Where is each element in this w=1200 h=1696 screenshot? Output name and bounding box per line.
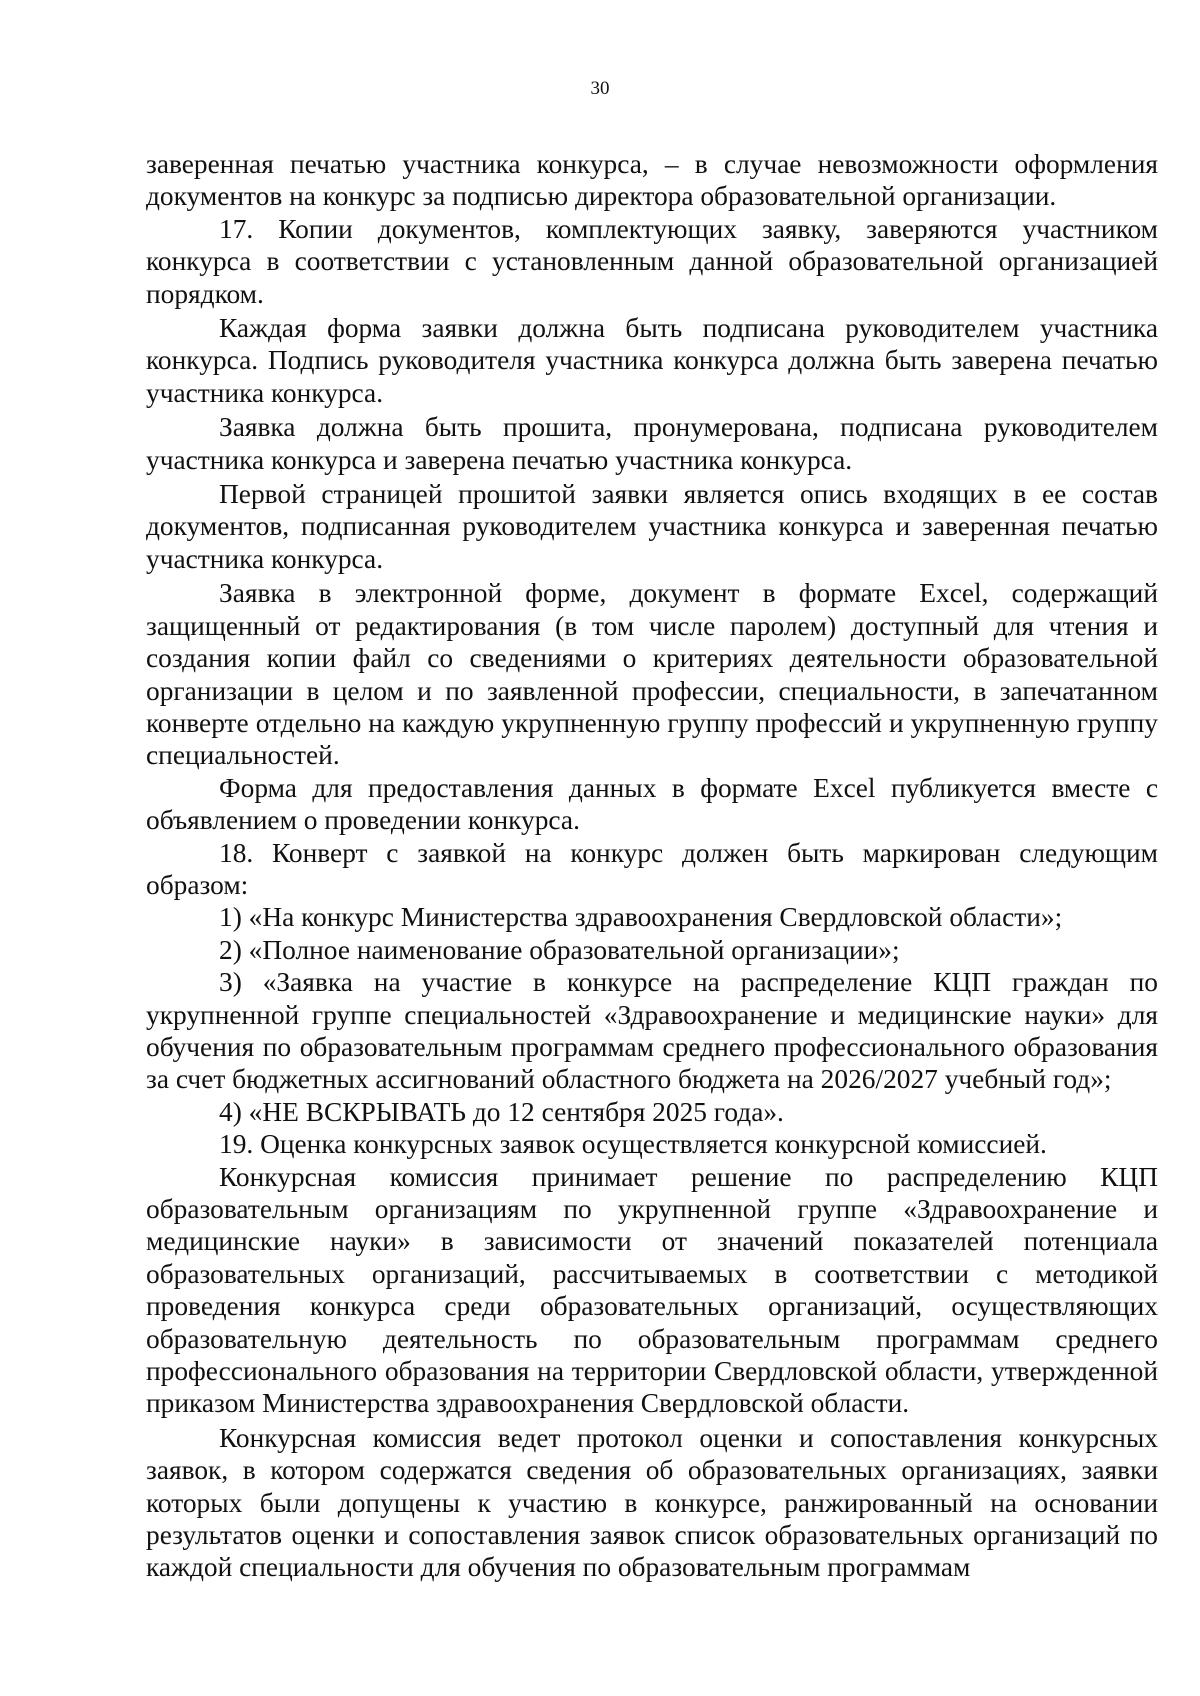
- paragraph-first-page-inventory: Первой страницей прошитой заявки является опись входящих в ее состав документов, подписанная руководителем участника конкурса и заверенная печатью участника конкурса.: [146, 479, 1158, 574]
- paragraph-continuation: заверенная печатью участника конкурса, – в случае невозможности оформления документов на конкурс за подписью директора образовательной организации.: [146, 149, 1158, 212]
- paragraph-item-19: 19. Оценка конкурсных заявок осуществляется конкурсной комиссией.: [219, 1129, 1047, 1160]
- document-body: [146, 148, 1158, 1584]
- paragraph-item-17: 17. Копии документов, комплектующих заявку, заверяются участником конкурса в соответствии с установленным данной образовательной организацией порядком.: [146, 213, 1158, 309]
- paragraph-item-18: 18. Конверт с заявкой на конкурс должен быть маркирован следующим образом:: [146, 837, 1158, 900]
- paragraph-commission-decision: Конкурсная комиссия принимает решение по распределению КЦП образовательным организациям по укрупненной группе «Здравоохранение и медицинские науки» в зависимости от значений показателей потенциала образовательных организаций, рассчитываемых в соответствии с методикой проведения конкурса среди образовательных организаций, осуществляющих образовательную деятельность по образовательным программам среднего профессионального образования на территории Свердловской области, утвержденной приказом Министерства здравоохранения Свердловской области.: [146, 1161, 1158, 1419]
- paragraph-excel-form: Форма для предоставления данных в формате Excel публикуется вместе с объявлением о проведении конкурса.: [146, 772, 1158, 836]
- paragraph-binding-requirement: Заявка должна быть прошита, пронумерована, подписана руководителем участника конкурса и заверена печатью участника конкурса.: [146, 412, 1158, 475]
- paragraph-signature-requirement: Каждая форма заявки должна быть подписана руководителем участника конкурса. Подпись руководителя участника конкурса должна быть заверена печатью участника конкурса.: [146, 313, 1158, 408]
- paragraph-commission-protocol: Конкурсная комиссия ведет протокол оценки и сопоставления конкурсных заявок, в котором содержатся сведения об образовательных организациях, заявки которых были допущены к участию в конкурсе, ранжированный на основании результатов оценки и сопоставления заявок список образовательных организаций по каждой специальности для обучения по образовательным программам: [146, 1422, 1158, 1583]
- list-item-2: 2) «Полное наименование образовательной организации»;: [219, 934, 900, 965]
- paragraph-electronic-form: Заявка в электронной форме, документ в формате Excel, содержащий защищенный от редактирования (в том числе паролем) доступный для чтения и создания копии файл со сведениями о критериях деятельности образовательной организации в целом и по заявленной профессии, специальности, в запечатанном конверте отдельно на каждую укрупненную группу профессий и укрупненную группу специальностей.: [146, 578, 1158, 771]
- list-item-4: 4) «НЕ ВСКРЫВАТЬ до 12 сентября 2025 года».: [219, 1096, 784, 1127]
- list-item-3: 3) «Заявка на участие в конкурсе на распределение КЦП граждан по укрупненной группе специальностей «Здравоохранение и медицинские науки» для обучения по образовательным программам среднего профессионального образования за счет бюджетных ассигнований областного бюджета на 2026/2027 учебный год»;: [146, 967, 1158, 1095]
- page-number: 30: [590, 78, 610, 99]
- list-item-1: 1) «На конкурс Министерства здравоохранения Свердловской области»;: [219, 902, 1063, 933]
